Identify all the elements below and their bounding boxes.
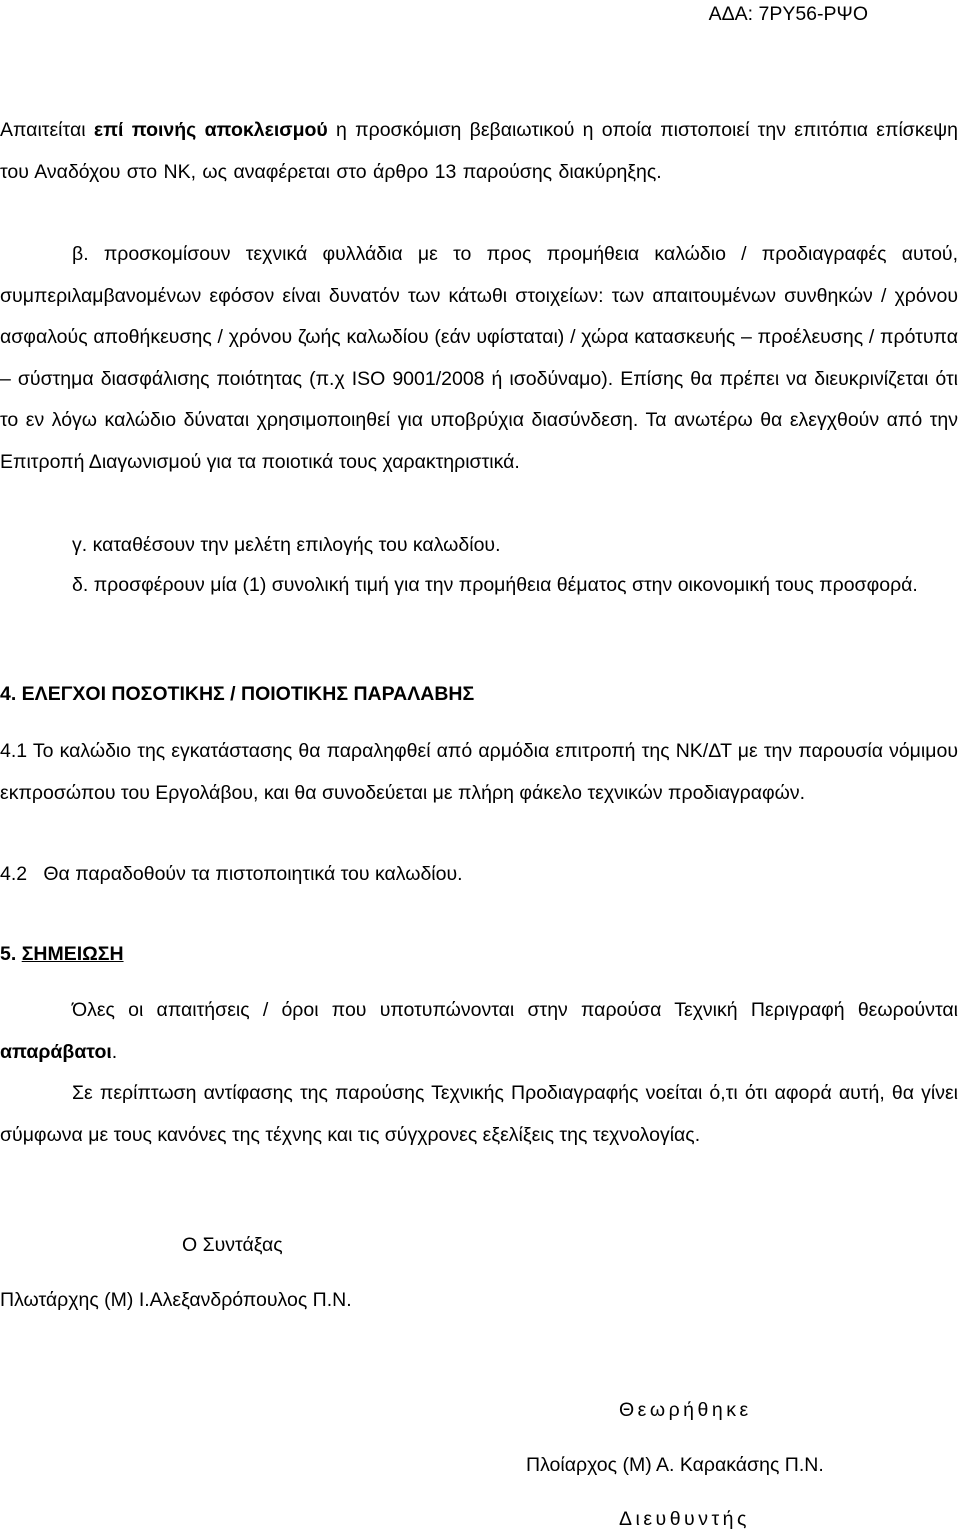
note-1-text-pre: Όλες οι απαιτήσεις / όροι που υποτυπώνονται στην παρούσα Τεχνική Περιγραφή θεωρούνται bbox=[72, 999, 958, 1021]
composer-name: Πλωτάρχης (Μ) Ι.Αλεξανδρόπουλος Π.Ν. bbox=[0, 1289, 352, 1311]
intro-text-pre: Απαιτείται bbox=[0, 119, 94, 141]
section-5-title: ΣΗΜΕΙΩΣΗ bbox=[21, 943, 124, 965]
intro-bold-text: επί ποινής αποκλεισμού bbox=[93, 119, 328, 141]
section-4-item-1: 4.1 Το καλώδιο της εγκατάστασης θα παραληφθεί από αρμόδια επιτροπή της ΝΚ/ΔΤ με την παρουσία νόμιμου εκπροσώπου του Εργολάβου, και θα συνοδεύεται με πλήρη φάκελο τεχνικών προδιαγραφών. bbox=[0, 740, 958, 804]
section-5-number: 5. bbox=[0, 943, 17, 965]
reviewed-label: Θεωρήθηκε bbox=[619, 1399, 752, 1421]
ada-code: ΑΔΑ: 7ΡΥ56-ΡΨΟ bbox=[708, 3, 868, 25]
composer-title: Ο Συντάξας bbox=[182, 1234, 283, 1256]
paragraph-item-b: β. προσκομίσουν τεχνικά φυλλάδια με το προς προμήθεια καλώδιο / προδιαγραφές αυτού, συμπεριλαμβανομένων εφόσον είναι δυνατόν των κάτωθι στοιχείων: των απαιτουμένων συνθηκών / χρόνου ασφαλούς αποθήκευσης / χρόνου ζωής καλωδίου (εάν υφίσταται) / χώρα κατασκευής – προέλευσης / πρότυπα – σύστημα διασφάλισης ποιότητας (π.χ ISO 9001/2008 ή ισοδύναμο). Επίσης θα πρέπει να διευκρινίζεται ότι το εν λόγω καλώδιο δύναται χρησιμοποιηθεί για υποβρύχια διασύνδεση. Τα ανωτέρω θα ελεγχθούν από την Επιτροπή Διαγωνισμού για τα ποιοτικά τους χαρακτηριστικά. bbox=[0, 243, 958, 473]
section-4-item-2: 4.2 Θα παραδοθούν τα πιστοποιητικά του καλωδίου. bbox=[0, 863, 463, 885]
director-label: Διευθυντής bbox=[619, 1508, 750, 1530]
reviewer-name: Πλοίαρχος (Μ) Α. Καρακάσης Π.Ν. bbox=[526, 1454, 824, 1476]
paragraph-item-c: γ. καταθέσουν την μελέτη επιλογής του καλωδίου. bbox=[72, 534, 501, 556]
paragraph-intro bbox=[0, 110, 958, 193]
paragraph-item-d: δ. προσφέρουν μία (1) συνολική τιμή για την προμήθεια θέματος στην οικονομική τους προσφορά. bbox=[72, 574, 918, 596]
note-1-bold-text: απαράβατοι bbox=[0, 1040, 112, 1063]
note-paragraph-1 bbox=[0, 990, 958, 1073]
section-4-heading: 4. ΕΛΕΓΧΟΙ ΠΟΣΟΤΙΚΗΣ / ΠΟΙΟΤΙΚΗΣ ΠΑΡΑΛΑΒΗΣ bbox=[0, 683, 475, 705]
note-paragraph-2: Σε περίπτωση αντίφασης της παρούσης Τεχνικής Προδιαγραφής νοείται ό,τι ότι αφορά αυτή, θα γίνει σύμφωνα με τους κανόνες της τέχνης και τις σύγχρονες εξελίξεις της τεχνολογίας. bbox=[0, 1082, 958, 1146]
intro-text-post: η προσκόμιση βεβαιωτικού η οποία πιστοποιεί την επιτόπια επίσκεψη του Αναδόχου στο ΝΚ, ως αναφέρεται στο άρθρο 13 παρούσης διακύρηξης. bbox=[0, 119, 959, 183]
note-1-text-post: . bbox=[111, 1040, 118, 1063]
section-5-heading bbox=[0, 942, 124, 966]
